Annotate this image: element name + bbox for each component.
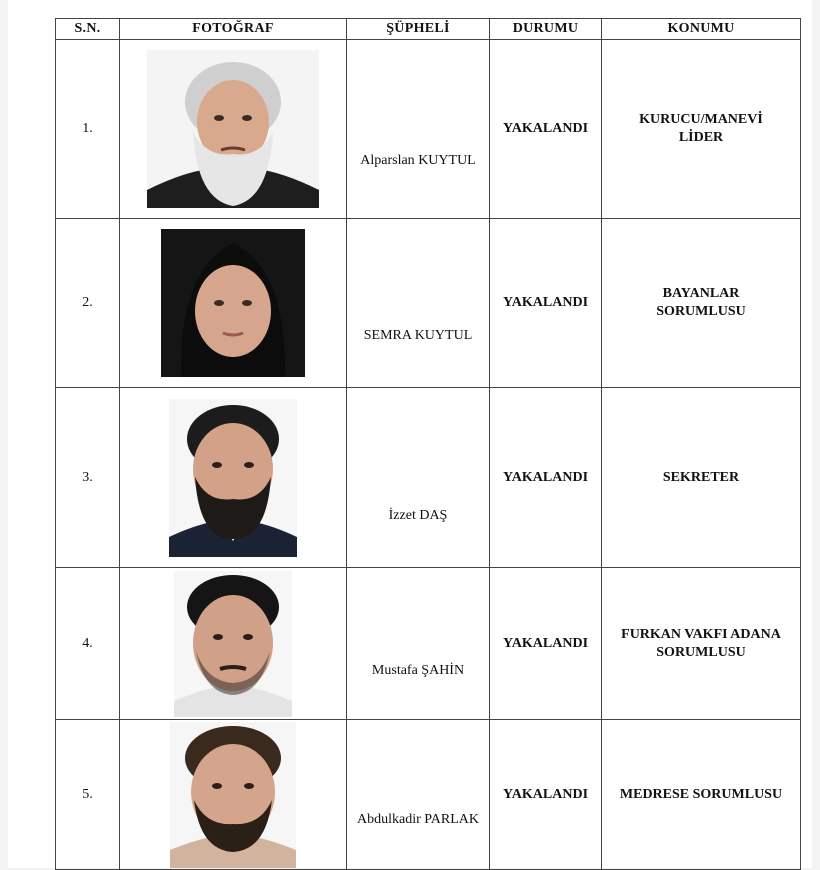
- photo-cell: [120, 720, 347, 870]
- suspect-name-line1: Mustafa ŞAHİN: [371, 662, 465, 678]
- role-line1: MEDRESE SORUMLUSU: [619, 786, 783, 802]
- table-row: [56, 219, 801, 388]
- role-cell: [602, 388, 801, 568]
- status-cell: YAKALANDI: [490, 219, 602, 388]
- portrait-photo-icon: [170, 722, 296, 868]
- table-header-row: [56, 19, 801, 40]
- table-row: [56, 40, 801, 219]
- header-photo: FOTOĞRAF: [120, 19, 347, 40]
- suspect-name-line1: Alparslan: [360, 153, 415, 168]
- table-row: [56, 388, 801, 568]
- portrait-photo-icon: [174, 571, 292, 717]
- role-line1: KURUCU/MANEVİ: [639, 112, 763, 127]
- role-cell: [602, 568, 801, 720]
- status-cell: YAKALANDI: [490, 388, 602, 568]
- photo-cell: [120, 568, 347, 720]
- status-cell: YAKALANDI: [490, 720, 602, 870]
- suspect-name-cell: [347, 720, 490, 870]
- photo-cell: [120, 388, 347, 568]
- suspect-name-cell: [347, 40, 490, 219]
- header-role: KONUMU: [602, 19, 801, 40]
- table-row: [56, 568, 801, 720]
- portrait-photo-icon: [169, 399, 297, 557]
- role-line1: FURKAN VAKFI ADANA: [621, 626, 781, 642]
- table-row: [56, 720, 801, 870]
- suspect-name-cell: [347, 568, 490, 720]
- suspect-name-cell: [347, 388, 490, 568]
- suspect-name-line2: KUYTUL: [418, 153, 476, 168]
- role-line2: LİDER: [678, 130, 724, 145]
- role-line2: SORUMLUSU: [656, 644, 746, 660]
- header-suspect: ŞÜPHELİ: [347, 19, 490, 40]
- role-cell: [602, 219, 801, 388]
- suspect-name-line1: İzzet DAŞ: [388, 507, 448, 523]
- suspect-name-line1: SEMRA KUYTUL: [363, 328, 473, 343]
- row-number: 1.: [56, 40, 120, 219]
- suspect-name-line2: PARLAK: [424, 811, 479, 827]
- header-sn: S.N.: [56, 19, 120, 40]
- suspect-name-line1: Abdulkadir: [357, 811, 421, 827]
- suspects-table: [55, 18, 801, 870]
- row-number: 3.: [56, 388, 120, 568]
- role-cell: [602, 720, 801, 870]
- portrait-photo-icon: [161, 229, 305, 377]
- header-status: DURUMU: [490, 19, 602, 40]
- document-page: [8, 0, 812, 868]
- role-line1: BAYANLAR: [662, 286, 740, 301]
- role-line2: SORUMLUSU: [656, 304, 746, 319]
- row-number: 5.: [56, 720, 120, 870]
- status-cell: YAKALANDI: [490, 40, 602, 219]
- portrait-photo-icon: [147, 50, 319, 208]
- photo-cell: [120, 40, 347, 219]
- status-cell: YAKALANDI: [490, 568, 602, 720]
- row-number: 4.: [56, 568, 120, 720]
- role-cell: [602, 40, 801, 219]
- role-line1: SEKRETER: [662, 469, 740, 485]
- photo-cell: [120, 219, 347, 388]
- suspect-name-cell: [347, 219, 490, 388]
- row-number: 2.: [56, 219, 120, 388]
